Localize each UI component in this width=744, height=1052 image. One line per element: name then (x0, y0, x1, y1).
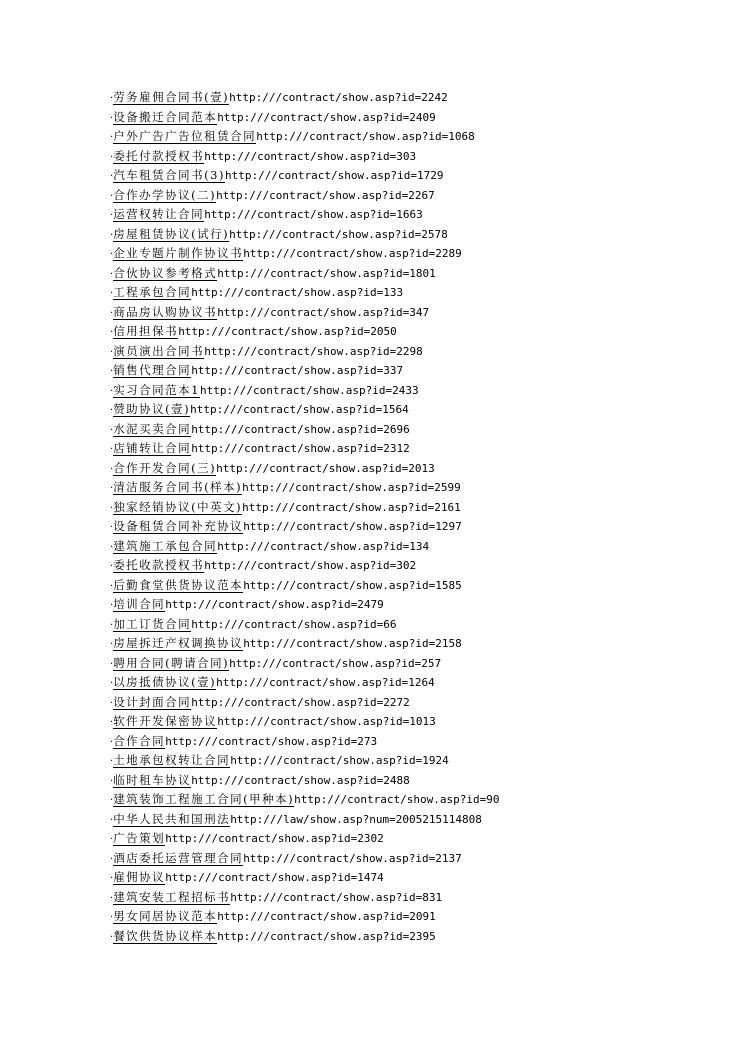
contract-url: http:///contract/show.asp?id=2479 (165, 598, 384, 611)
contract-url: http:///contract/show.asp?id=133 (191, 286, 404, 299)
contract-title-link[interactable]: 委托收款授权书 (113, 558, 205, 572)
contract-url: http:///contract/show.asp?id=337 (191, 364, 404, 377)
bullet-dot: · (110, 775, 114, 787)
list-item (110, 654, 499, 674)
list-item (110, 381, 499, 401)
contract-title-link[interactable]: 企业专题片制作协议书 (113, 246, 244, 260)
bullet-dot: · (110, 288, 114, 299)
bullet-dot: · (110, 112, 114, 124)
contract-url: http:///contract/show.asp?id=273 (165, 734, 378, 748)
list-item (110, 849, 499, 869)
bullet-dot: · (110, 502, 114, 514)
bullet-dot: · (110, 346, 114, 358)
bullet-dot: · (110, 697, 114, 709)
bullet-dot: · (110, 892, 114, 904)
contract-url: http:///contract/show.asp?id=1013 (217, 715, 436, 728)
contract-title-link[interactable]: 临时租车协议 (113, 772, 192, 787)
list-item (110, 888, 499, 908)
list-item (110, 771, 499, 791)
bullet-dot: · (110, 541, 114, 553)
bullet-dot: · (110, 424, 114, 436)
contract-title-link[interactable]: 演员演出合同书 (113, 343, 205, 358)
contract-url: http:///contract/show.asp?id=1297 (243, 520, 462, 533)
list-item (110, 556, 499, 576)
contract-url: http:///contract/show.asp?id=66 (191, 617, 397, 631)
bullet-dot: · (110, 190, 114, 202)
bullet-dot: · (110, 132, 114, 143)
contract-url: http:///contract/show.asp?id=1801 (217, 266, 436, 280)
contract-title-link[interactable]: 男女同居协议范本 (113, 909, 218, 923)
list-item (110, 439, 499, 459)
list-item (110, 927, 499, 947)
contract-title-link[interactable]: 店铺转让合同 (113, 441, 192, 455)
list-item (110, 810, 499, 830)
bullet-dot: · (110, 678, 114, 689)
bullet-dot: · (110, 639, 114, 650)
contract-url: http:///contract/show.asp?id=302 (204, 559, 417, 572)
bullet-dot: · (110, 717, 114, 728)
contract-url: http:///contract/show.asp?id=1729 (224, 169, 444, 182)
list-item (110, 732, 499, 752)
list-item (110, 225, 499, 245)
list-item (110, 322, 499, 342)
contract-url: http:///contract/show.asp?id=303 (204, 149, 417, 163)
list-item (110, 88, 499, 108)
list-item (110, 595, 499, 615)
contract-url: http:///contract/show.asp?id=257 (229, 656, 442, 670)
contract-url: http:///contract/show.asp?id=1264 (216, 676, 435, 689)
list-item (110, 712, 499, 732)
bullet-dot: · (110, 931, 114, 943)
contract-title-link[interactable]: 雇佣协议 (113, 870, 166, 884)
bullet-dot: · (110, 600, 114, 611)
list-item (110, 829, 499, 849)
list-item (110, 283, 499, 303)
contract-title-link[interactable]: 餐饮供货协议样本 (113, 928, 218, 943)
bullet-dot: · (110, 580, 114, 592)
list-item (110, 166, 499, 186)
bullet-dot: · (110, 385, 114, 397)
list-item (110, 693, 499, 713)
contract-title-link[interactable]: 信用担保书 (113, 324, 179, 338)
bullet-dot: · (110, 834, 114, 845)
bullet-dot: · (110, 366, 114, 377)
contract-url: http:///contract/show.asp?id=90 (294, 793, 500, 806)
contract-title-link[interactable]: 户外广告广告位租赁合同 (113, 129, 257, 143)
contract-title-link[interactable]: 清洁服务合同书(样本) (113, 480, 243, 494)
contract-title-link[interactable]: 设备搬迁合同范本 (113, 109, 218, 124)
list-item (110, 576, 499, 596)
contract-title-link[interactable]: 加工订货合同 (113, 616, 192, 631)
contract-title-link[interactable]: 合作开发合同(三) (113, 460, 217, 475)
contract-url: http:///contract/show.asp?id=2158 (243, 637, 462, 650)
contract-title-link[interactable]: 中华人民共和国刑法 (113, 811, 231, 826)
bullet-dot: · (110, 210, 114, 221)
contract-title-link[interactable]: 广告策划 (113, 831, 166, 845)
contract-title-link[interactable]: 建筑装饰工程施工合同(甲种本) (113, 792, 295, 806)
list-item (110, 244, 499, 264)
list-item (110, 634, 499, 654)
list-item (110, 420, 499, 440)
bullet-dot: · (110, 444, 114, 455)
list-item (110, 498, 499, 518)
bullet-dot: · (110, 795, 114, 806)
list-item (110, 400, 499, 420)
contract-title-link[interactable]: 委托付款授权书 (113, 148, 205, 163)
contract-url: http:///contract/show.asp?id=2137 (243, 851, 462, 865)
contract-url: http:///contract/show.asp?id=2091 (217, 910, 436, 923)
contract-title-link[interactable]: 土地承包权转让合同 (113, 753, 231, 767)
contract-title-link[interactable]: 聘用合同(聘请合同) (113, 655, 230, 670)
contract-url: http:///contract/show.asp?id=831 (230, 890, 443, 904)
list-item (110, 127, 499, 147)
contract-url: http:///contract/show.asp?id=1564 (190, 403, 409, 416)
contract-title-link[interactable]: 合作合同 (113, 733, 166, 748)
contract-url: http:///contract/show.asp?id=1924 (230, 754, 449, 767)
bullet-dot: · (110, 229, 114, 241)
bullet-dot: · (110, 93, 114, 104)
bullet-dot: · (110, 873, 114, 884)
bullet-dot: · (110, 853, 114, 865)
list-item (110, 264, 499, 284)
list-item (110, 303, 499, 323)
list-item (110, 868, 499, 888)
contract-url: http:///contract/show.asp?id=347 (217, 305, 430, 319)
contract-title-link[interactable]: 后勤食堂供货协议范本 (113, 577, 244, 592)
contract-url: http:///contract/show.asp?id=2599 (242, 481, 461, 494)
contract-title-link[interactable]: 设计封面合同 (113, 694, 192, 709)
list-item (110, 186, 499, 206)
contract-url: http:///contract/show.asp?id=1663 (204, 208, 423, 221)
contract-title-link[interactable]: 水泥买卖合同 (113, 421, 192, 436)
bullet-dot: · (110, 268, 114, 280)
contract-title-link[interactable]: 软件开发保密协议 (113, 714, 218, 728)
contract-title-link[interactable]: 房屋租赁协议(试行) (113, 226, 230, 241)
list-item (110, 615, 499, 635)
bullet-dot: · (110, 912, 114, 923)
list-item (110, 205, 499, 225)
contract-title-link[interactable]: 销售代理合同 (113, 363, 192, 377)
contract-title-link[interactable]: 工程承包合同 (113, 285, 192, 299)
contract-title-link[interactable]: 劳务雇佣合同书(壹) (113, 90, 230, 104)
contract-title-link[interactable]: 合伙协议参考格式 (113, 265, 218, 280)
contract-url: http:///contract/show.asp?id=2161 (242, 500, 461, 514)
contract-title-link[interactable]: 汽车租赁合同书(3) (113, 168, 225, 182)
contract-url: http:///contract/show.asp?id=2272 (191, 695, 410, 709)
contract-title-link[interactable]: 建筑施工承包合同 (113, 538, 218, 553)
contract-link-list (110, 88, 499, 946)
list-item (110, 751, 499, 771)
contract-title-link[interactable]: 运营权转让合同 (113, 207, 205, 221)
contract-url: http:///contract/show.asp?id=2433 (200, 383, 419, 397)
list-item (110, 537, 499, 557)
contract-title-link[interactable]: 房屋拆迁产权调换协议 (113, 636, 244, 650)
list-item (110, 907, 499, 927)
bullet-dot: · (110, 756, 114, 767)
contract-url: http:///contract/show.asp?id=2696 (191, 422, 410, 436)
bullet-dot: · (110, 249, 114, 260)
contract-title-link[interactable]: 培训合同 (113, 597, 166, 611)
contract-title-link[interactable]: 酒店委托运营管理合同 (113, 850, 244, 865)
bullet-dot: · (110, 307, 114, 319)
contract-url: http:///contract/show.asp?id=2409 (217, 110, 436, 124)
contract-url: http:///contract/show.asp?id=2289 (243, 247, 462, 260)
contract-title-link[interactable]: 以房抵债协议(壹) (113, 675, 217, 689)
bullet-dot: · (110, 658, 114, 670)
list-item (110, 361, 499, 381)
contract-url: http:///law/show.asp?num=2005215114808 (230, 812, 482, 826)
contract-url: http:///contract/show.asp?id=2312 (191, 442, 410, 455)
list-item (110, 147, 499, 167)
list-item (110, 478, 499, 498)
contract-title-link[interactable]: 设备租赁合同补充协议 (113, 519, 244, 533)
list-item (110, 342, 499, 362)
contract-title-link[interactable]: 实习合同范本1 (113, 382, 201, 397)
contract-url: http:///contract/show.asp?id=1585 (243, 578, 462, 592)
contract-url: http:///contract/show.asp?id=1474 (165, 871, 384, 884)
contract-title-link[interactable]: 合作办学协议(二) (113, 187, 217, 202)
contract-title-link[interactable]: 商品房认购协议书 (113, 304, 218, 319)
list-item (110, 108, 499, 128)
bullet-dot: · (110, 405, 114, 416)
contract-url: http:///contract/show.asp?id=2488 (191, 773, 410, 787)
bullet-dot: · (110, 171, 114, 182)
contract-title-link[interactable]: 建筑安装工程招标书 (113, 889, 231, 904)
bullet-dot: · (110, 736, 114, 748)
bullet-dot: · (110, 327, 114, 338)
list-item (110, 673, 499, 693)
contract-url: http:///contract/show.asp?id=2395 (217, 929, 436, 943)
contract-url: http:///contract/show.asp?id=2013 (216, 461, 435, 475)
contract-url: http:///contract/show.asp?id=2267 (216, 188, 435, 202)
bullet-dot: · (110, 522, 114, 533)
contract-url: http:///contract/show.asp?id=2302 (165, 832, 384, 845)
list-item (110, 517, 499, 537)
bullet-dot: · (110, 561, 114, 572)
bullet-dot: · (110, 151, 114, 163)
contract-title-link[interactable]: 独家经销协议(中英文) (113, 499, 243, 514)
contract-url: http:///contract/show.asp?id=134 (217, 539, 430, 553)
list-item (110, 459, 499, 479)
contract-url: http:///contract/show.asp?id=2050 (178, 325, 397, 338)
bullet-dot: · (110, 619, 114, 631)
contract-url: http:///contract/show.asp?id=1068 (256, 130, 475, 143)
bullet-dot: · (110, 483, 114, 494)
bullet-dot: · (110, 463, 114, 475)
contract-url: http:///contract/show.asp?id=2298 (204, 344, 423, 358)
contract-title-link[interactable]: 赞助协议(壹) (113, 402, 191, 416)
contract-url: http:///contract/show.asp?id=2242 (229, 91, 448, 104)
bullet-dot: · (110, 814, 114, 826)
contract-url: http:///contract/show.asp?id=2578 (229, 227, 448, 241)
list-item (110, 790, 499, 810)
